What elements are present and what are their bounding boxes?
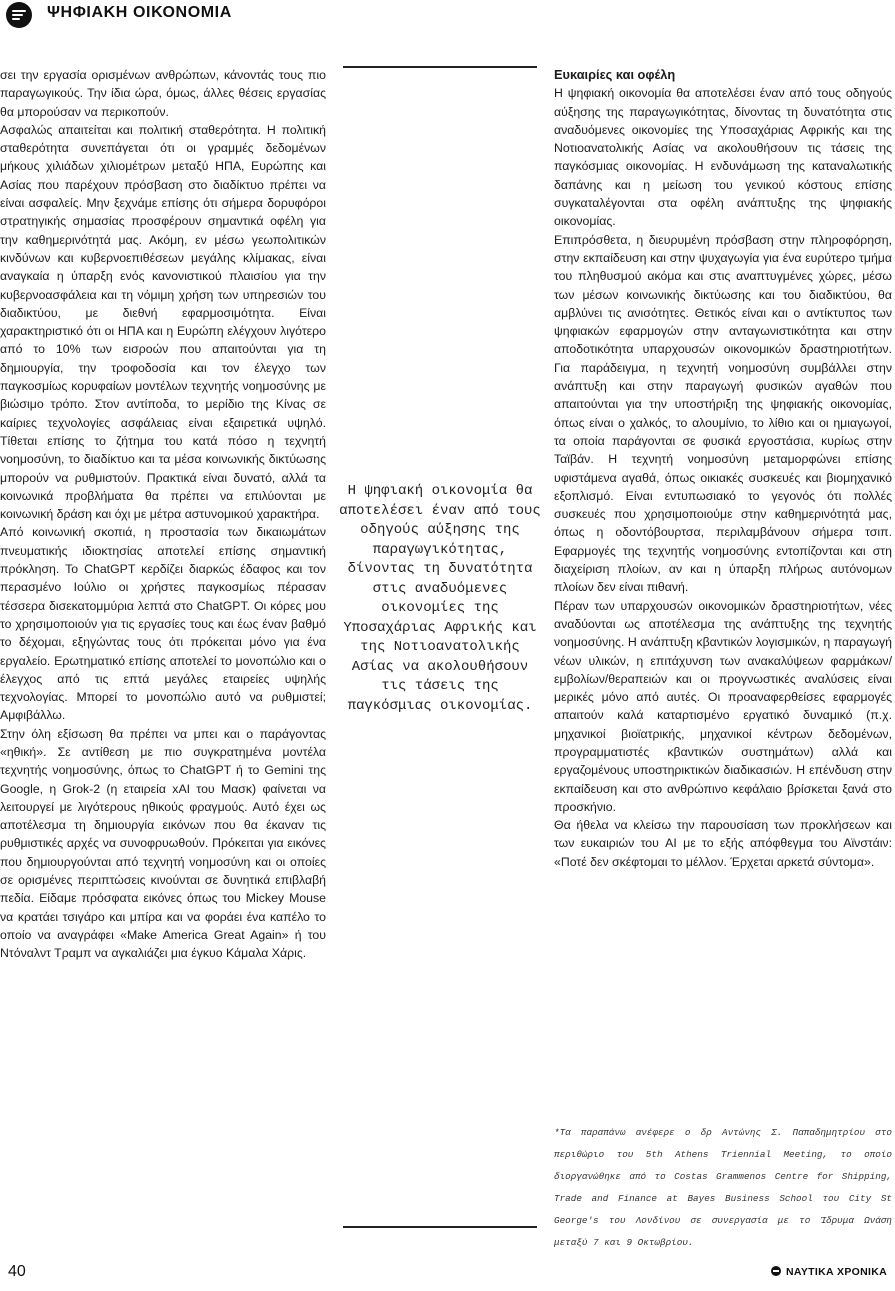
section-title: ΨΗΦΙΑΚΗ ΟΙΚΟΝΟΜΙΑ bbox=[47, 4, 232, 21]
pull-quote-bottom-rule bbox=[343, 1226, 537, 1228]
left-paragraph: Ασφαλώς απαιτείται και πολιτική σταθερότητα. Η πολιτική σταθερότητα συνεπάγεται ότι οι γραμμές δεδομένων μήκους χιλιάδων χιλιομέτρων μεταξύ ΗΠΑ, Ευρώπης και Ασίας που παρέχουν πρόσβαση στο διαδίκτυο πρέπει να είναι ασφαλείς. Μην ξεχνάμε επίσης ότι σήμερα δορυφόροι στρατηγικής σημασίας προσφέρουν σημαντικά οφέλη για την καθημερινότητά μας. Ακόμη, εν μέσω γεωπολιτικών κινδύνων και κυβερνοεπιθέσεων μεγάλης κλίμακας, είναι αναγκαία η ύπαρξη ενός κανονιστικού πλαισίου για την κυβερνοασφάλεια και τη νόμιμη χρήση των υπηρεσιών του διαδικτύου, με διεθνή εφαρμοσιμότητα. Είναι χαρακτηριστικό ότι οι ΗΠΑ και η Ευρώπη ελέγχουν λιγότερο από το 10% των εισροών που απαιτούνται για τη δημιουργία, την τροφοδοσία και τον έλεγχο των παγκοσμίως κορυφαίων μοντέλων τεχνητής νοημοσύνης με βιώσιμο τρόπο. Στον αντίποδα, το μερίδιο της Κίνας σε καίριες τεχνολογίες ασφάλειας είναι εξαιρετικά υψηλό. Τίθεται επίσης το ζήτημα του κατά πόσο η τεχνητή νοημοσύνη, το διαδίκτυο και τα μέσα κοινωνικής δικτύωσης μπορούν να ρυθμιστούν. Πρακτικά είναι δυνατό, αλλά τα κοινωνικά προβλήματα θα πρέπει να επιλύονται με κοινωνική δράση και όχι με μέτρα αστυνομικού χαρακτήρα. bbox=[0, 122, 326, 522]
right-paragraph: Η ψηφιακή οικονομία θα αποτελέσει έναν από τους οδηγούς αύξησης της παραγωγικότητας, δίνοντας τη δυνατότητα στις αναδυόμενες οικονομίες της Υποσαχάριας Αφρικής και της Νοτιοανατολικής Ασίας να ακολουθήσουν τις τάσεις της παγκόσμιας οικονομίας. Η ενδυνάμωση της καταναλωτικής δαπάνης και η μείωση του γενικού κόστους επίσης συγκαταλέγονται στα οφέλη ανάπτυξης της ψηφιακής οικονομίας. bbox=[554, 86, 892, 229]
pull-quote-top-rule bbox=[343, 66, 537, 68]
page-number: 40 bbox=[8, 1263, 26, 1280]
right-column bbox=[554, 66, 892, 871]
pull-quote: Η ψηφιακή οικονομία θα αποτελέσει έναν από τους οδηγούς αύξησης της παραγωγικότητας, δίνοντας τη δυνατότητα στις αναδυόμενες οικονομίες της Υποσαχάριας Αφρικής και της Νοτιοανατολικής Ασίας να ακολουθήσουν τις τάσεις της παγκόσμιας οικονομίας. bbox=[339, 483, 541, 714]
left-paragraph: σει την εργασία ορισμένων ανθρώπων, κάνοντάς τους πιο παραγωγικούς. Την ίδια ώρα, όμως, άλλες θέσεις εργασίας θα μπορούσαν να περικοπούν. bbox=[0, 68, 326, 119]
page-header bbox=[0, 0, 895, 30]
section-heading: Ευκαιρίες και οφέλη bbox=[554, 67, 676, 82]
brand-name: ΝΑΥΤΙΚΑ ΧΡΟΝΙΚΑ bbox=[786, 1266, 887, 1278]
magazine-logo-icon bbox=[6, 2, 32, 28]
right-paragraph: Επιπρόσθετα, η διευρυμένη πρόσβαση στην πληροφόρηση, στην εκπαίδευση και στην ψυχαγωγία για ένα ευρύτερο τμήμα του πληθυσμού ακόμα και στις αναπτυγμένες χώρες, μέσω των μέσων κοινωνικής δικτύωσης και του διαδικτύου, θα αμβλύνει τις ανισότητες. Θετικός είναι και ο αντίκτυπος των ψηφιακών εφαρμογών στην ανταγωνιστικότητα και στην αποδοτικότητα υπαρχουσών οικονομικών δραστηριοτήτων. Για παράδειγμα, η τεχνητή νοημοσύνη συμβάλλει στην ανάπτυξη και στην παραγωγή φυσικών αγαθών που απαιτούνται για την υποστήριξη της ψηφιακής οικονομίας, όπως είναι ο χαλκός, το αλουμίνιο, το λίθιο και οι ημιαγωγοί, τα οποία παράγονται σε φυσικά εργοστάσια, κυρίως στην Ταϊβάν. Η τεχνητή νοημοσύνη μεταμορφώνει επίσης υφιστάμενα αγαθά, όπως οικιακές συσκευές και βιομηχανικό εξοπλισμό. Είναι εντυπωσιακό το γεγονός ότι πολλές συσκευές που χρησιμοποιούμε στην καθημερινότητά μας, όπως η οδοντόβουρτσα, περιλαμβάνουν σήμερα τσιπ. Εφαρμογές της τεχνητής νοημοσύνης εντοπίζονται και στη διαχείριση πλοίων, αν και η ύπαρξη πλήρως αυτόνομων πλοίων δεν είναι πιθανή. bbox=[554, 232, 892, 595]
left-column bbox=[0, 66, 326, 963]
brand-logo-icon bbox=[771, 1266, 781, 1276]
left-paragraph: Από κοινωνική σκοπιά, η προστασία των δικαιωμάτων πνευματικής ιδιοκτησίας αποτελεί επίσης σημαντική πρόκληση. Το ChatGPT κερδίζει διαρκώς έδαφος και τον περασμένο Ιούλιο οι χρήστες παγκοσμίως πέρασαν τέσσερα δισεκατομμύρια λεπτά στο ChatGPT. Οι κόρες μου το χρησιμοποιούν για τις εργασίες τους και έως έναν βαθμό το δέχομαι, εξηγώντας τους ότι πρόκειται μόνο για ένα εργαλείο. Ερωτηματικό επίσης αποτελεί το μονοπώλιο και ο έλεγχος από τις επτά μεγάλες εταιρείες υψηλής τεχνολογίας. Μπορεί το μονοπώλιο αυτό να ρυθμιστεί; Αμφιβάλλω. bbox=[0, 525, 326, 723]
right-paragraph: Πέραν των υπαρχουσών οικονομικών δραστηριοτήτων, νέες αναδύονται ως αποτέλεσμα της ανάπτυξης της τεχνητής νοημοσύνης. Η ανάπτυξη κβαντικών λογισμικών, η παραγωγή νέων υλικών, η επιτάχυνση των ανακαλύψεων φαρμάκων/εμβολίων/θεραπειών και οι προγνωστικές αναλύσεις είναι μερικές μόνο από αυτές. Οι προαναφερθείσες εφαρμογές απαιτούν καλά καταρτισμένο εργατικό δυναμικό (π.χ. μηχανικοί βιοϊατρικής, μηχανικοί κέντρων δεδομένων, προγραμματιστές κβαντικών συστημάτων) αλλά και εργαζομένους υποστηρικτικών διαδικασιών. Η επένδυση στην εκπαίδευση και στο ανθρώπινο κεφάλαιο βρίσκεται ξανά στο προσκήνιο. bbox=[554, 598, 892, 814]
footnote: *Τα παραπάνω ανέφερε ο δρ Αντώνης Σ. Παπαδημητρίου στο περιθώριο του 5th Athens Triennial Meeting, το οποίο διοργανώθηκε από το Costas Grammenos Centre for Shipping, Trade and Finance at Bayes Business School του City St George's του Λονδίνου σε συνεργασία με το Ίδρυμα Ωνάση μεταξύ 7 και 9 Οκτωβρίου. bbox=[554, 1127, 892, 1248]
left-paragraph: Στην όλη εξίσωση θα πρέπει να μπει και ο παράγοντας «ηθική». Σε αντίθεση με πιο συγκρατημένα μοντέλα τεχνητής νοημοσύνης, όπως το ChatGPT ή το Gemini της Google, η Grok-2 (η εταιρεία xAI του Μασκ) φαίνεται να λειτουργεί με λιγότερους ηθικούς φραγμούς. Αυτό έχει ως αποτέλεσμα τη δημιουργία εικόνων που θα έκαναν τις ρυθμιστικές αρχές να συνοφρυωθούν. Πρόκειται για εικόνες που δημιουργούνται από τεχνητή νοημοσύνη και οι οποίες σε ορισμένες περιπτώσεις κινούνται σε δυνητικά επιβλαβή πεδία. Είδαμε πρόσφατα εικόνες όπως του Mickey Mouse να κρατάει τσιγάρο και μπίρα και να φοράει ένα καπέλο το οποίο να αναγράφει «Make America Great Again» ή του Ντόναλντ Τραμπ να αγκαλιάζει μια έγκυο Κάμαλα Χάρις. bbox=[0, 726, 326, 961]
brand-footer bbox=[771, 1266, 887, 1278]
right-paragraph: Θα ήθελα να κλείσω την παρουσίαση των προκλήσεων και των ευκαιριών του AI με το εξής απόφθεγμα του Αϊνστάιν: «Ποτέ δεν σκέφτομαι το μέλλον. Έρχεται αρκετά σύντομα». bbox=[554, 818, 892, 869]
